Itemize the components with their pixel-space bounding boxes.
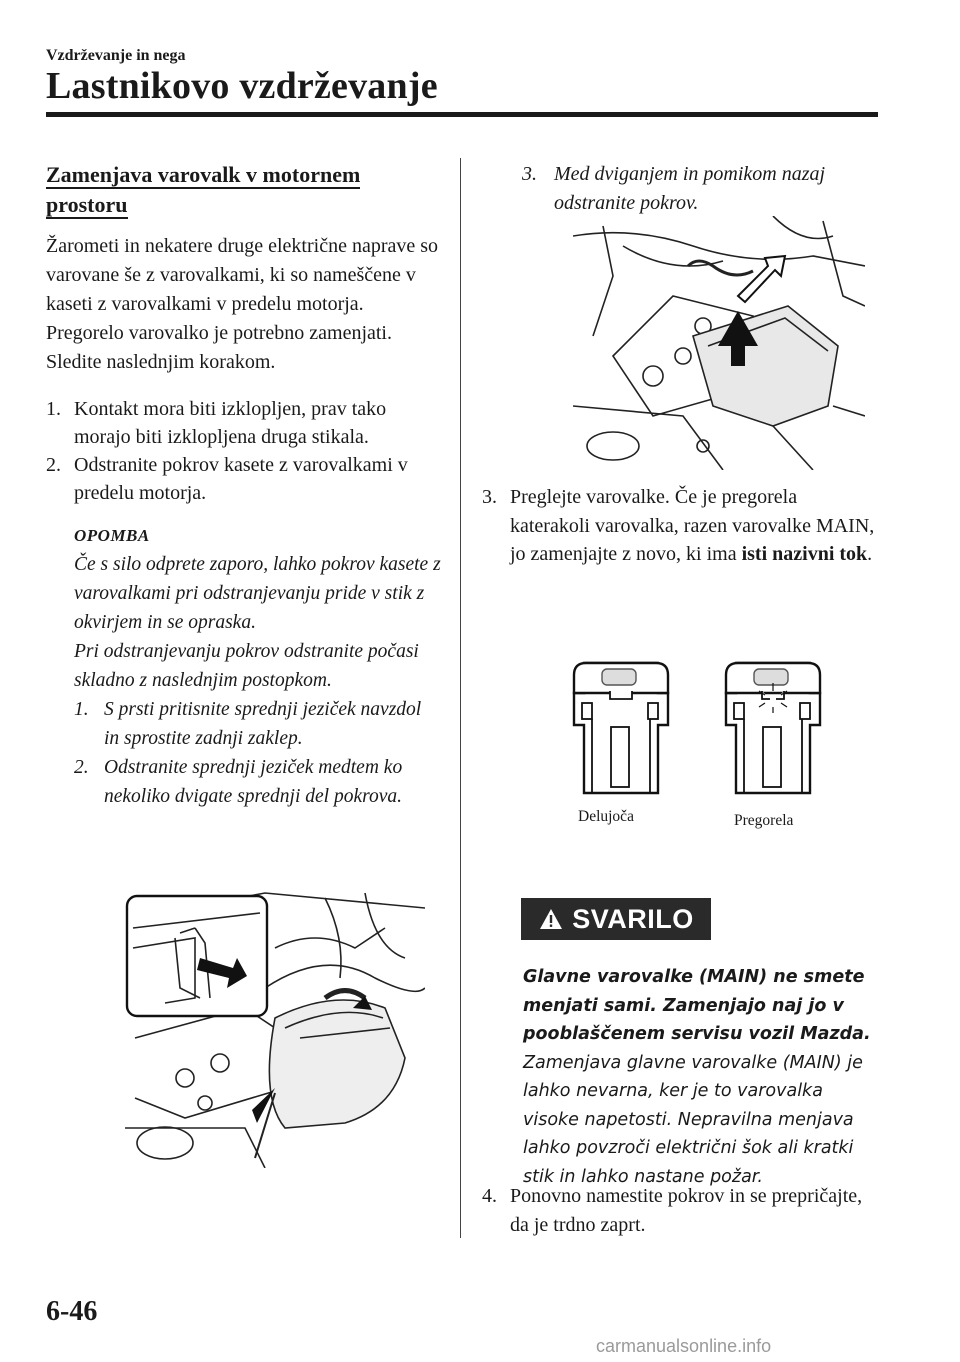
section-title-line2: prostoru	[46, 192, 128, 217]
steps-list	[482, 483, 882, 569]
step-text: Preglejte varovalke. Če je pregorela katerakoli varovalka, razen varovalke MAIN, jo zamenjajte z novo, ki ima	[510, 486, 875, 565]
list-item	[46, 451, 441, 507]
note-text: Če s silo odprete zaporo, lahko pokrov kasete z varovalkami pri odstranjevanju pride v stik z okvirjem in se opraska.	[74, 554, 441, 633]
fuse-blown-label: Pregorela	[734, 812, 794, 829]
section-title-line1: Zamenjava varovalk v motornem	[46, 162, 361, 187]
list-item	[482, 483, 882, 569]
chapter-title: Lastnikovo vzdrževanje	[46, 65, 438, 107]
substep-text: S prsti pritisnite sprednji jeziček navzdol in sprostite zadnji zaklep.	[104, 699, 422, 749]
note-title: OPOMBA	[74, 526, 150, 545]
fuse-box-cover-illustration	[125, 888, 425, 1168]
section-title	[46, 160, 441, 220]
step-text: Kontakt mora biti izklopljen, prav tako morajo biti izklopljena druga stikala.	[74, 398, 387, 448]
fuse-blown-illustration	[718, 655, 828, 800]
punctuation: .	[867, 543, 873, 565]
warning-label: SVARILO	[572, 903, 694, 934]
step-number: 1.	[46, 398, 61, 420]
note-substep	[74, 753, 441, 811]
step-4	[482, 1182, 882, 1239]
step-number: 2.	[46, 454, 61, 476]
watermark: carmanualsonline.info	[596, 1336, 772, 1356]
steps-list	[482, 1182, 882, 1239]
substep-3	[522, 160, 882, 218]
warning-bold-text: Glavne varovalke (MAIN) ne smete menjati sami. Zamenjajo naj jo v pooblaščenem servisu vozil Mazda.	[523, 967, 871, 1044]
warning-badge	[521, 898, 711, 940]
step-text: Ponovno namestite pokrov in se prepričajte, da je trdno zaprt.	[510, 1185, 863, 1236]
steps-list	[46, 395, 441, 507]
left-column	[46, 160, 441, 811]
breadcrumb: Vzdrževanje in nega	[46, 47, 186, 64]
header-rule	[46, 112, 878, 117]
step-3	[482, 483, 882, 569]
warning-triangle-icon	[538, 907, 564, 931]
page-number: 6-46	[46, 1296, 98, 1327]
substep-text: Med dviganjem in pomikom nazaj odstranite pokrov.	[554, 163, 826, 214]
emphasis-text: isti nazivni tok	[741, 543, 868, 565]
substep-number: 1.	[74, 699, 89, 720]
fuse-ok-label: Delujoča	[578, 808, 634, 825]
note-box	[74, 521, 441, 811]
step-number: 4.	[482, 1185, 497, 1207]
list-item	[46, 395, 441, 451]
note-substep	[74, 695, 441, 753]
substep-number: 3.	[522, 163, 537, 185]
warning-text: Zamenjava glavne varovalke (MAIN) je lahko nevarna, ker je to varovalka visoke napetosti. Nepravilna menjava lahko povzroči električni šok ali kratki stik in lahko nastane požar.	[523, 1052, 863, 1187]
column-divider	[460, 158, 461, 1238]
step-text: Odstranite pokrov kasete z varovalkami v predelu motorja.	[74, 454, 408, 504]
note-text: Pri odstranjevanju pokrov odstranite počasi skladno z naslednjim postopkom.	[74, 641, 419, 691]
intro-paragraph: Žarometi in nekatere druge električne naprave so varovane še z varovalkami, ki so nameščene v kaseti z varovalkami v predelu motorja. Pregorelo varovalko je potrebno zamenjati. Sledite naslednjim korakom.	[46, 235, 439, 373]
list-item	[482, 1182, 882, 1239]
fuse-ok-illustration	[566, 655, 676, 800]
substep-number: 2.	[74, 757, 89, 778]
warning-body	[523, 963, 873, 1191]
engine-bay-illustration	[573, 216, 865, 470]
substep-text: Odstranite sprednji jeziček medtem ko nekoliko dvigate sprednji del pokrova.	[104, 757, 403, 807]
step-number: 3.	[482, 486, 497, 508]
